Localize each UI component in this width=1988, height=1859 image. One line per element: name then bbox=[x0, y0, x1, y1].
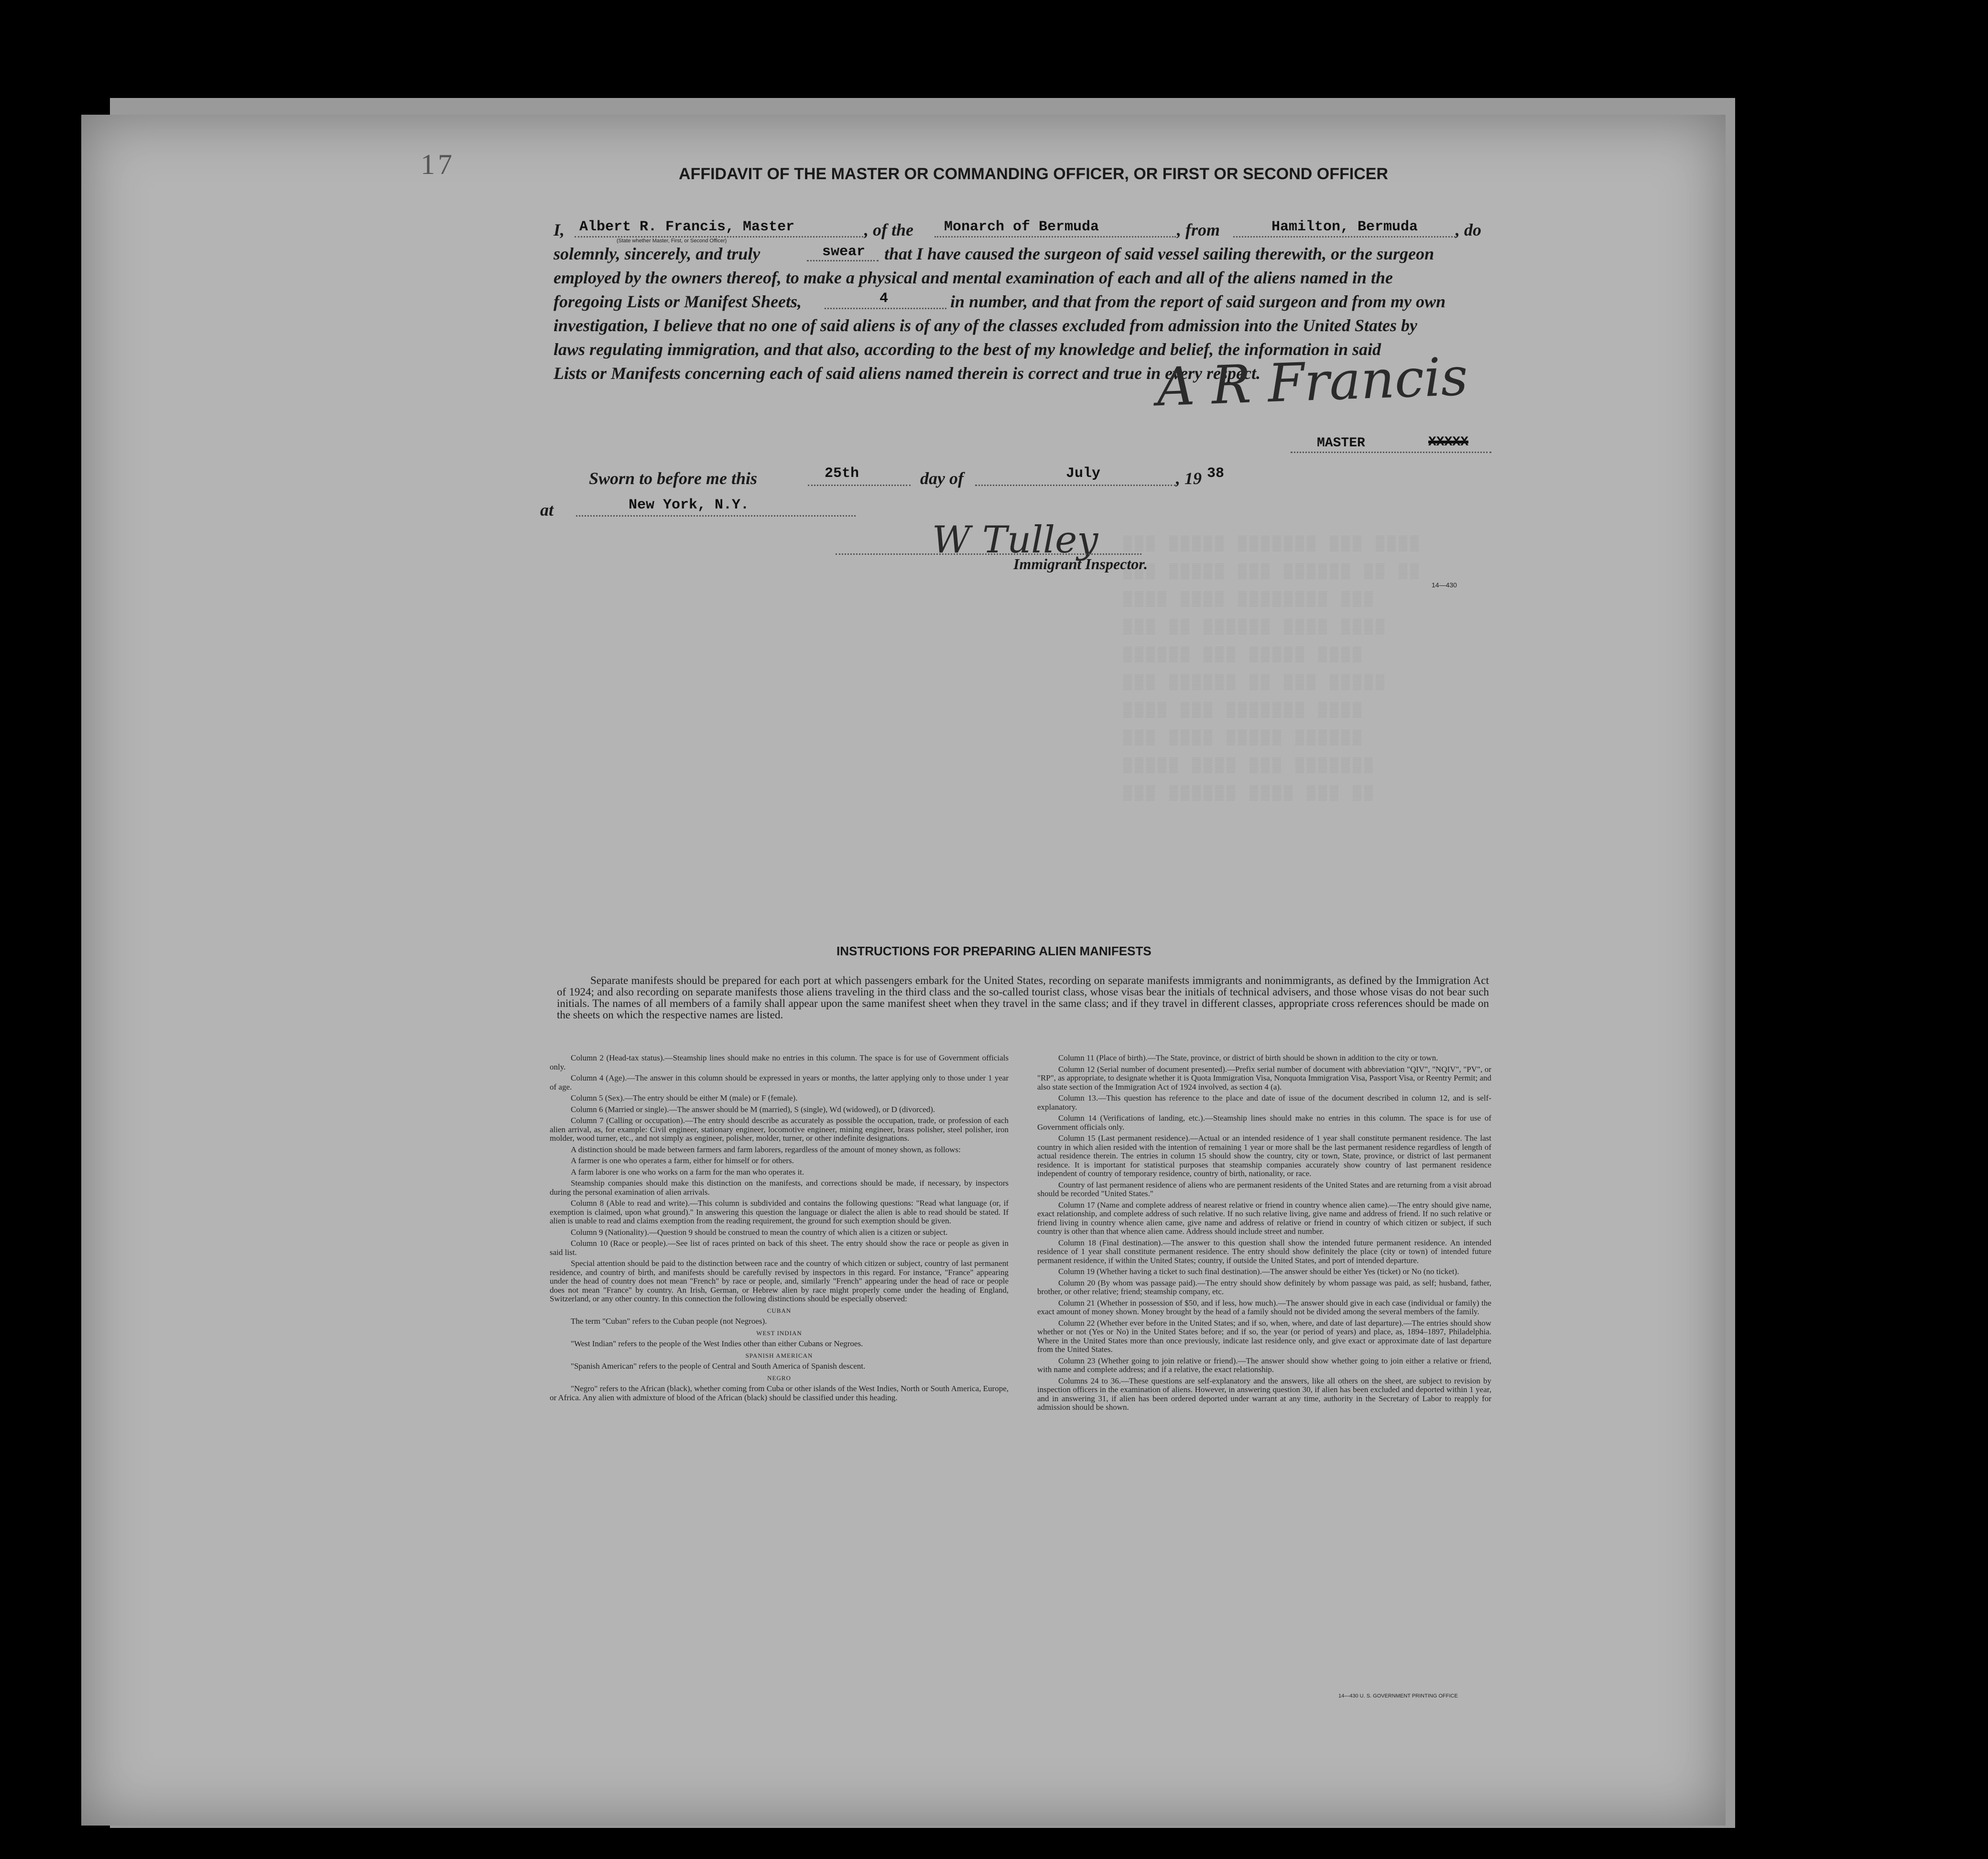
instruction-item: Column 10 (Race or people).—See list of races printed on back of this sheet. The entry should show the race or people as given in said list. bbox=[550, 1239, 1009, 1257]
binding-hole bbox=[1917, 1501, 1936, 1523]
text-at: at bbox=[540, 500, 554, 519]
definition-negro: "Negro" refers to the African (black), whether coming from Cuba or other islands of the West Indies, North or South America, Europe, or Africa. Any alien with admixture of blood of the African (black) should be classified under this heading. bbox=[550, 1384, 1009, 1402]
text-i: I, bbox=[554, 220, 565, 239]
sworn-year: 38 bbox=[1207, 465, 1225, 482]
binding-hole bbox=[1916, 306, 1938, 328]
signature-line bbox=[1291, 452, 1491, 453]
instruction-item: Column 23 (Whether going to join relative or friend).—The answer should show whether going to join either a relative or friend, with name and complete address; and if a relative, the exact relationship. bbox=[1037, 1356, 1491, 1374]
page-number-mark: 17 bbox=[421, 149, 455, 180]
instructions-left-column bbox=[550, 1054, 1009, 1405]
day-field-line bbox=[808, 485, 911, 486]
instruction-item: Column 6 (Married or single).—The answer should be M (married), S (single), Wd (widowed), or D (divorced). bbox=[571, 1104, 935, 1114]
inspector-title: Immigrant Inspector. bbox=[1013, 555, 1148, 573]
port-field-line bbox=[1233, 236, 1456, 238]
text-from: , from bbox=[1177, 220, 1220, 239]
instruction-item: Column 7 (Calling or occupation).—The entry should describe as accurately as possible the occupation, trade, or profession of each alien arrival, as, for example: Civil engineer, stationary engineer, locomotive engineer, mining engineer, brass polisher, steel polisher, iron molder, wood turner, etc., and not simply as engineer, polisher, molder, turner, or other indefinite designations. bbox=[550, 1116, 1009, 1143]
instructions-title: INSTRUCTIONS FOR PREPARING ALIEN MANIFESTS bbox=[836, 944, 1152, 958]
instruction-item: Column 19 (Whether having a ticket to such final destination).—The answer should be either Yes (ticket) or No (no ticket). bbox=[1058, 1267, 1459, 1276]
text-year: , 19 bbox=[1176, 469, 1202, 488]
text-of-the: , of the bbox=[864, 220, 913, 239]
oath-field-line bbox=[807, 260, 879, 261]
month-field-line bbox=[975, 485, 1176, 486]
sworn-place: New York, N.Y. bbox=[629, 497, 750, 513]
heading-west-indian: WEST INDIAN bbox=[756, 1329, 802, 1337]
text-line7: Lists or Manifests concerning each of said aliens named therein is correct and true in every respect. bbox=[554, 364, 1260, 383]
definition-west-indian: "West Indian" refers to the people of the West Indies other than either Cubans or Negroes. bbox=[571, 1339, 863, 1348]
place-field-line bbox=[576, 515, 856, 517]
instruction-item: A farm laborer is one who works on a farm for the man who operates it. bbox=[571, 1167, 804, 1177]
instruction-item: Column 4 (Age).—The answer in this column should be expressed in years or months, the latter applying only to those under 1 year of age. bbox=[550, 1073, 1009, 1092]
vessel-field-line bbox=[934, 236, 1176, 238]
instruction-item: Column 11 (Place of birth).—The State, province, or district of birth should be shown in addition to the city or town. bbox=[1058, 1053, 1438, 1062]
name-field-line bbox=[575, 236, 866, 238]
master-signature: A R Francis bbox=[1155, 346, 1469, 418]
instruction-item: Column 5 (Sex).—The entry should be either M (male) or F (female). bbox=[571, 1093, 798, 1102]
instruction-item: Column 13.—This question has reference to the place and date of issue of the document described in column 12, and is self-explanatory. bbox=[1037, 1093, 1491, 1112]
binding-hole bbox=[1917, 712, 1936, 734]
instruction-item: Column 8 (Able to read and write).—This column is subdivided and contains the following questions: "Read what language (or, if exemption is claimed, upon what ground)." In answering this question the language or dialect the alien is able to read should be stated. If alien is unable to read and claims exemption from the reading requirement, the ground for such exemption should be given. bbox=[550, 1199, 1009, 1225]
definition-spanish-american: "Spanish American" refers to the people of Central and South America of Spanish descent. bbox=[571, 1362, 866, 1371]
instruction-item: Steamship companies should make this distinction on the manifests, and corrections should be made, if necessary, by inspectors during the personal examination of alien arrivals. bbox=[550, 1178, 1009, 1197]
instructions-right-column bbox=[1037, 1054, 1491, 1415]
instruction-item: A distinction should be made between farmers and farm laborers, regardless of the amount of money shown, as follows: bbox=[571, 1145, 961, 1154]
instruction-item: Columns 24 to 36.—These questions are self-explanatory and the answers, like all others on the sheet, are subject to revision by inspection officers in the examination of aliens. However, in answering question 30, if alien has been excluded and deported within 1 year, and in answering 31, if alien has been ordered deported under warrant at any time, authority in the Secretary of Labor to reapply for admission should be shown. bbox=[1037, 1376, 1491, 1412]
instruction-item: Column 22 (Whether ever before in the United States; and if so, when, where, and date of last departure).—The entries should show whether or not (Yes or No) in the United States before; and if so, the year (or period of years) and place, as, 1894–1897, Philadelphia. Where in the United States more than once previously, indicate last residence only, and give exact or approximate date of last departure from the United States. bbox=[1037, 1318, 1491, 1354]
instruction-item: Column 2 (Head-tax status).—Steamship lines should make no entries in this column. The space is for use of Government officials only. bbox=[550, 1053, 1009, 1071]
departure-port: Hamilton, Bermuda bbox=[1271, 219, 1418, 235]
binding-hole bbox=[1917, 630, 1936, 652]
binding-hole bbox=[1916, 1579, 1938, 1601]
title-struck: XXXXX bbox=[1428, 435, 1469, 450]
text-line4b: in number, and that from the report of said surgeon and from my own bbox=[950, 292, 1446, 311]
sworn-day: 25th bbox=[825, 465, 859, 482]
instruction-item: Column 20 (By whom was passage paid).—The entry should show definitely by whom passage was paid, as self; husband, father, brother, or other relative; friend; steamship company, etc. bbox=[1037, 1278, 1491, 1296]
bleed-through-text: ▒▒▒ ▒▒▒▒▒ ▒▒▒▒▒▒▒ ▒▒▒ ▒▒▒▒ ▒▒▒ ▒▒▒▒▒ ▒▒▒ ▒▒▒▒▒▒ ▒▒ ▒▒ ▒▒▒▒ ▒▒▒▒ ▒▒▒▒▒▒▒▒ ▒▒▒ ▒▒▒ ▒▒ ▒▒▒▒▒▒ ▒▒▒▒ ▒▒▒▒ ▒▒▒▒▒▒ ▒▒▒ ▒▒▒▒▒ ▒▒▒▒ ▒▒▒ ▒▒▒▒▒▒ ▒▒ ▒▒▒ ▒▒▒▒▒ ▒▒▒▒ ▒▒▒ ▒▒▒▒▒▒▒ ▒▒▒▒ ▒▒▒ ▒▒▒▒ ▒▒▒▒▒ ▒▒▒▒▒▒ ▒▒▒▒▒ ▒▒▒▒ ▒▒▒ ▒▒▒▒▒▒▒ ▒▒▒ ▒▒▒▒▒▒ ▒▒▒▒ ▒▒▒ ▒▒ bbox=[1123, 536, 1422, 802]
instruction-item: A farmer is one who operates a farm, either for himself or for others. bbox=[571, 1156, 794, 1165]
text-line2b: that I have caused the surgeon of said vessel sailing therewith, or the surgeon bbox=[884, 244, 1434, 263]
binding-hole bbox=[1917, 1180, 1936, 1202]
name-field-note: (State whether Master, First, or Second Officer) bbox=[617, 238, 727, 244]
master-name: Albert R. Francis, Master bbox=[579, 219, 795, 235]
instruction-item: Column 17 (Name and complete address of nearest relative or friend in country whence alien came).—The entry should give name, exact relationship, and complete address of such relative. If no such relative living, give name and address of friend. If no such relative or friend living in country whence alien came, give name and address of relative or friend in country of which citizen or subject, if such country is other than that whence alien came. Address should include street and number. bbox=[1037, 1200, 1491, 1236]
text-do: , do bbox=[1456, 220, 1481, 239]
instruction-item: Special attention should be paid to the distinction between race and the country of which citizen or subject, country of last permanent residence, and country of birth, and manifests should be carefully revised by inspectors in this regard. For instance, "France" appearing under the head of country does not mean "French" by race or people, and, similarly "French" appearing under the head of race or people does not mean "France" by country. An Irish, German, or Hebrew alien by race might properly come under the heading of England, Switzerland, or any other country. In this connection the following distinctions should be especially observed: bbox=[550, 1259, 1009, 1303]
instructions-intro: Separate manifests should be prepared for each port at which passengers embark for the United States, recording on separate manifests immigrants and nonimmigrants, as defined by the Immigration Act of 1924; and also recording on separate manifests those aliens traveling in the third class and the so-called tourist class, whose visas bear the initials of technical advisers, and those whose visas do not bear such initials. The names of all members of a family shall appear upon the same manifest sheet when they travel in the same class; and if they travel in different classes, appropriate cross references should be made on the sheets on which the respective names are listed. bbox=[557, 974, 1489, 1021]
heading-negro: NEGRO bbox=[767, 1374, 791, 1382]
sworn-month: July bbox=[1066, 465, 1101, 482]
printer-mark: 14—430 U. S. GOVERNMENT PRINTING OFFICE bbox=[1338, 1693, 1458, 1699]
instruction-item: Column 18 (Final destination).—The answer to this question shall show the intended future permanent residence. An intended residence of 1 year shall constitute permanent residence. The entry should show definitely the place (city or town) of intended future permanent residence, if within the United States; country, if outside the United States, and port of intended departure. bbox=[1037, 1238, 1491, 1265]
instruction-item: Column 9 (Nationality).—Question 9 should be construed to mean the country of which alien is a citizen or subject. bbox=[571, 1227, 948, 1237]
sheets-field-line bbox=[825, 308, 946, 309]
text-line4a: foregoing Lists or Manifest Sheets, bbox=[554, 292, 802, 311]
form-number: 14—430 bbox=[1432, 581, 1457, 589]
oath-type: swear bbox=[822, 244, 866, 260]
instruction-item: Column 12 (Serial number of document presented).—Prefix serial number of document with abbreviation "QIV", "NQIV", "PV", or "RP", as appropriate, to designate whether it is Quota Immigration Visa, Nonquota Immigration Visa, Passport Visa, or Reentry Permit; and also state section of the Immigration Act of 1924 involved, as section 4 (a). bbox=[1037, 1064, 1491, 1092]
text-line2a: solemnly, sincerely, and truly bbox=[554, 244, 760, 263]
heading-cuban: CUBAN bbox=[767, 1307, 792, 1314]
text-line5: investigation, I believe that no one of said aliens is of any of the classes excluded from admission into the United States by bbox=[554, 316, 1418, 335]
title-master: MASTER bbox=[1317, 436, 1365, 451]
inspector-signature: W Tulley bbox=[932, 519, 1098, 562]
instruction-item: Column 14 (Verifications of landing, etc.).—Steamship lines should make no entries in this column. The space is for use of Government officials only. bbox=[1037, 1113, 1491, 1132]
text-line3: employed by the owners thereof, to make a physical and mental examination of each and all of the aliens named in the bbox=[554, 268, 1393, 287]
vessel-name: Monarch of Bermuda bbox=[944, 219, 1099, 235]
sheet-count: 4 bbox=[880, 291, 889, 307]
heading-spanish-american: SPANISH AMERICAN bbox=[745, 1351, 813, 1359]
definition-cuban: The term "Cuban" refers to the Cuban people (not Negroes). bbox=[571, 1317, 767, 1326]
text-line6: laws regulating immigration, and that also, according to the best of my knowledge and belief, the information in said bbox=[554, 340, 1381, 359]
affidavit-title: AFFIDAVIT OF THE MASTER OR COMMANDING OFFICER, OR FIRST OR SECOND OFFICER bbox=[679, 165, 1388, 183]
instruction-item: Column 21 (Whether in possession of $50, and if less, how much).—The answer should give in each case (individual or family) the exact amount of money shown. Money brought by the head of a family should not be divided among the several members of the family. bbox=[1037, 1298, 1491, 1316]
instruction-item: Column 15 (Last permanent residence).—Actual or an intended residence of 1 year shall constitute permanent residence. The last country in which alien resided with the intention of remaining 1 year or more shall be the last permanent residence regardless of length of actual residence therein. The entries in column 15 should show the country, city or town, State, province, or district of last permanent residence. It is important for statistical purposes that steamship companies accurately show country of last permanent residence independent of country of temporary residence, country of birth, nationality, or race. bbox=[1037, 1134, 1491, 1178]
text-sworn: Sworn to before me this bbox=[589, 469, 758, 488]
binding-hole bbox=[1917, 1259, 1939, 1281]
inspector-line bbox=[836, 553, 1141, 555]
text-day-of: day of bbox=[920, 469, 964, 488]
binding-hole bbox=[1916, 387, 1938, 409]
instruction-item: Country of last permanent residence of aliens who are permanent residents of the United States and are returning from a visit abroad should be recorded "United States." bbox=[1037, 1180, 1491, 1198]
